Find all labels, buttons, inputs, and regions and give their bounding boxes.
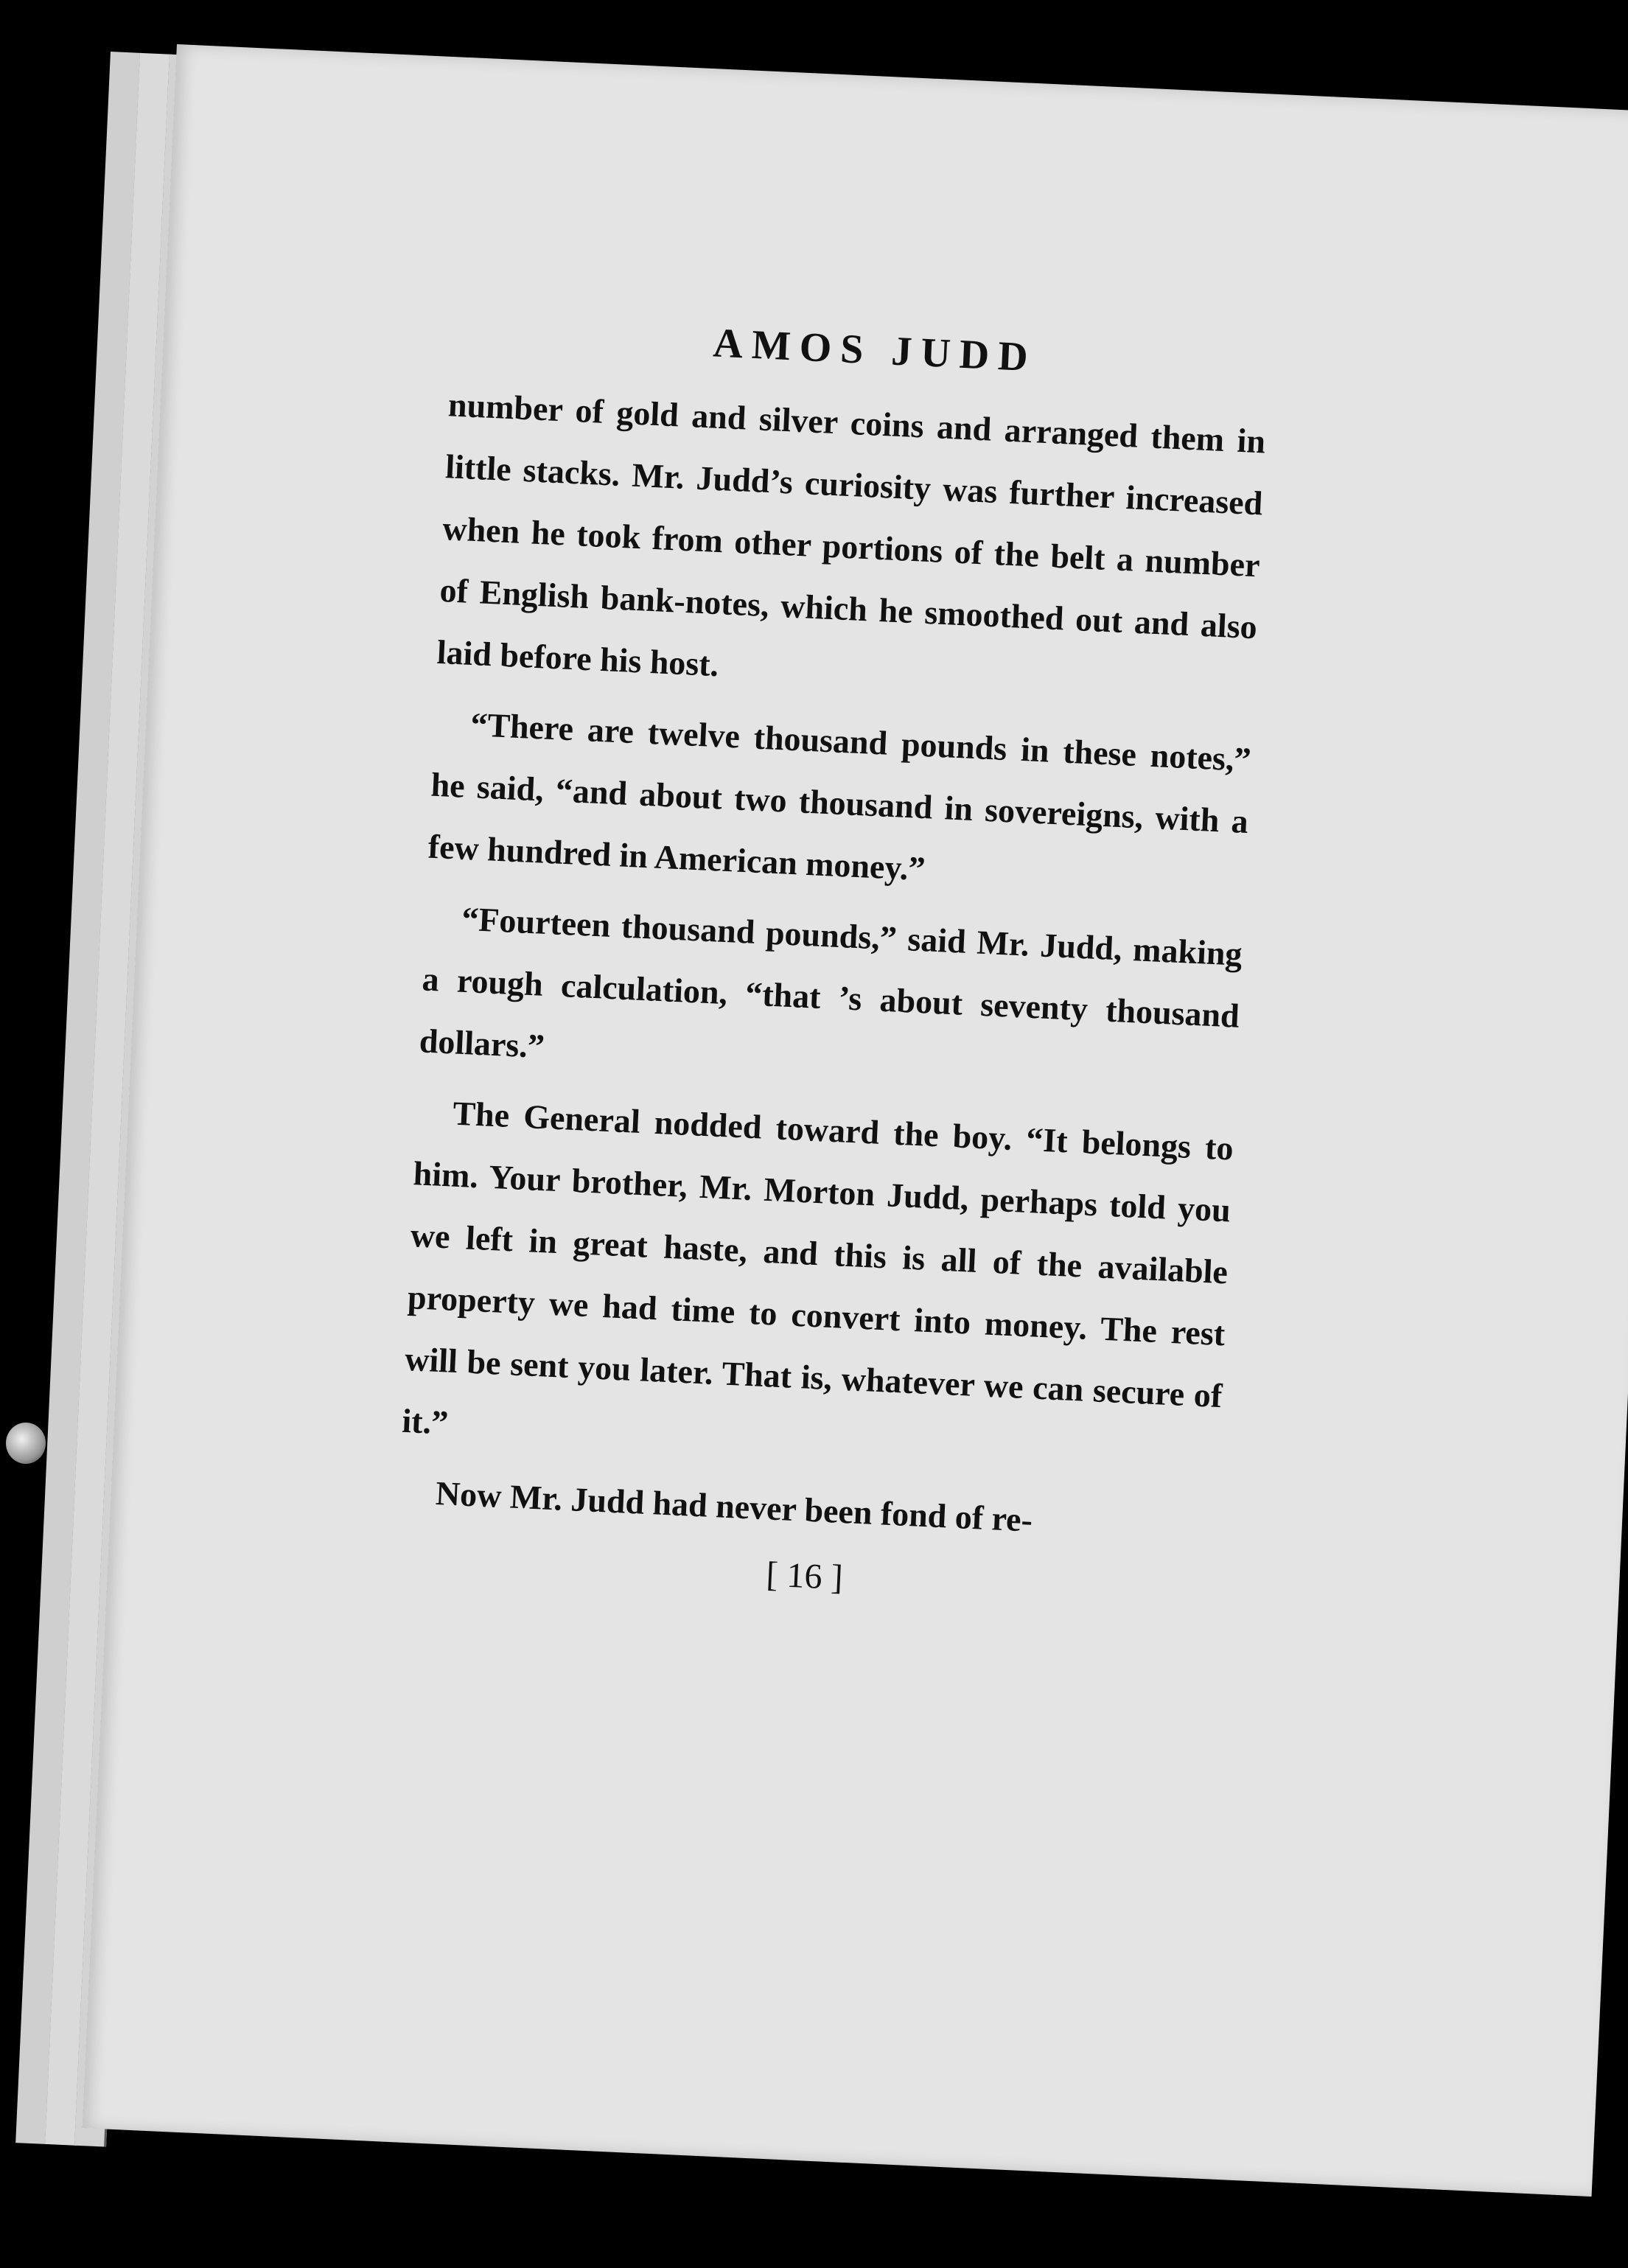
paragraph: Now Mr. Judd had never been fond of re- bbox=[435, 1473, 1034, 1539]
page-text bbox=[395, 307, 1270, 1615]
paragraph: “Fourteen thousand pounds,” said Mr. Judd, making a rough calculation, “that ’s about seventy thousand dollars.” bbox=[418, 899, 1243, 1066]
running-head: AMOS JUDD bbox=[712, 320, 1038, 381]
paragraph: “There are twelve thousand pounds in these notes,” he said, “and about two thousand in sovereigns, with a few hundred in American money.” bbox=[427, 705, 1252, 888]
scan-artifact bbox=[6, 1423, 46, 1464]
page-number: [ 16 ] bbox=[765, 1555, 844, 1598]
paragraph: The General nodded toward the boy. “It belongs to him. Your brother, Mr. Morton Judd, perhaps told you we left in great haste, and this is all of the available property we had time to convert into money. The rest will be sent you later. That is, whatever we can secure of it.” bbox=[401, 1094, 1234, 1442]
paragraph: number of gold and silver coins and arranged them in little stacks. Mr. Judd’s curiosity was further increased when he took from other portions of the belt a number of English bank-notes, which he smoothed out and also laid before his host. bbox=[436, 385, 1267, 684]
book-page bbox=[83, 44, 1628, 2197]
